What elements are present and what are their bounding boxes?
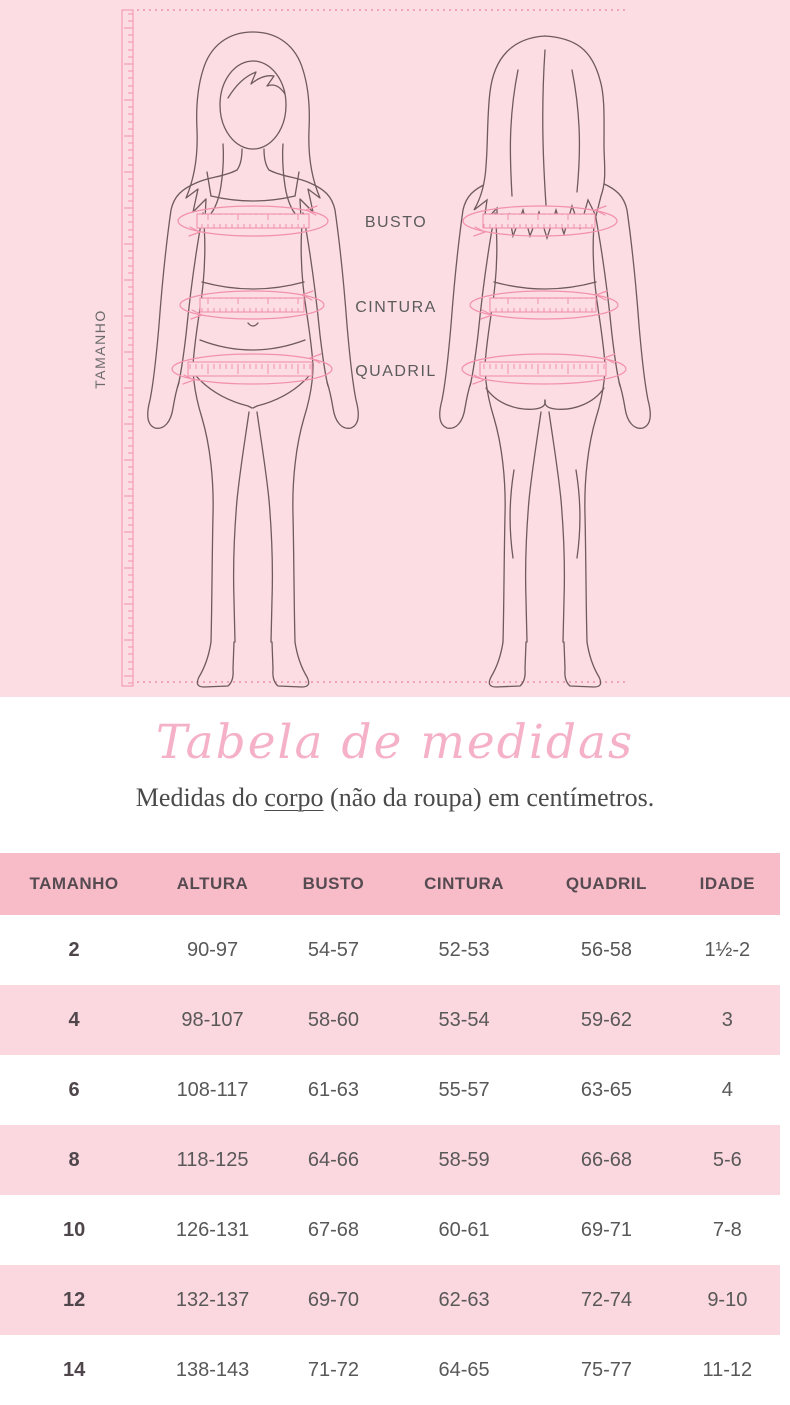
table-cell: 58-59	[390, 1125, 538, 1195]
waist-label: CINTURA	[355, 299, 437, 316]
table-cell: 6	[0, 1055, 148, 1125]
table-cell: 55-57	[390, 1055, 538, 1125]
table-cell: 8	[0, 1125, 148, 1195]
table-cell: 14	[0, 1335, 148, 1405]
table-cell: 64-66	[277, 1125, 390, 1195]
table-header-row	[0, 853, 780, 915]
table-row-size-10	[0, 1195, 780, 1265]
table-cell: 66-68	[538, 1125, 675, 1195]
ruler-label: TAMANHO	[92, 309, 108, 389]
table-cell: 69-70	[277, 1265, 390, 1335]
table-cell: 90-97	[148, 915, 277, 985]
size-chart-table	[0, 853, 780, 1405]
table-cell: 118-125	[148, 1125, 277, 1195]
measuring-tape-hip-front	[172, 354, 332, 384]
table-cell: 2	[0, 915, 148, 985]
table-cell: 53-54	[390, 985, 538, 1055]
column-header-busto: BUSTO	[277, 853, 390, 915]
table-cell: 98-107	[148, 985, 277, 1055]
subtitle-underlined-word: corpo	[264, 783, 324, 812]
table-cell: 12	[0, 1265, 148, 1335]
table-cell: 3	[675, 985, 780, 1055]
measuring-tape-waist-back	[470, 291, 618, 319]
subtitle-pre: Medidas do	[135, 783, 265, 812]
column-header-cintura: CINTURA	[390, 853, 538, 915]
table-cell: 11-12	[675, 1335, 780, 1405]
table-row-size-12	[0, 1265, 780, 1335]
table-cell: 60-61	[390, 1195, 538, 1265]
table-cell: 69-71	[538, 1195, 675, 1265]
table-cell: 132-137	[148, 1265, 277, 1335]
size-guide-illustration	[0, 0, 790, 697]
measuring-tape-bust-front	[178, 206, 328, 236]
column-header-quadril: QUADRIL	[538, 853, 675, 915]
table-cell: 108-117	[148, 1055, 277, 1125]
measuring-tape-waist-front	[180, 291, 324, 319]
table-cell: 5-6	[675, 1125, 780, 1195]
child-figure-front	[148, 32, 359, 687]
table-row-size-2	[0, 915, 780, 985]
column-header-tamanho: TAMANHO	[0, 853, 148, 915]
table-cell: 138-143	[148, 1335, 277, 1405]
hip-label: QUADRIL	[355, 363, 437, 380]
table-row-size-6	[0, 1055, 780, 1125]
table-cell: 56-58	[538, 915, 675, 985]
table-cell: 10	[0, 1195, 148, 1265]
table-cell: 9-10	[675, 1265, 780, 1335]
table-cell: 59-62	[538, 985, 675, 1055]
table-cell: 54-57	[277, 915, 390, 985]
table-cell: 75-77	[538, 1335, 675, 1405]
subtitle-post: (não da roupa) em centímetros.	[323, 783, 655, 812]
page-title: Tabela de medidas	[155, 715, 635, 770]
table-cell: 4	[0, 985, 148, 1055]
table-row-size-4	[0, 985, 780, 1055]
table-cell: 7-8	[675, 1195, 780, 1265]
subtitle	[0, 783, 790, 813]
table-row-size-8	[0, 1125, 780, 1195]
table-cell: 58-60	[277, 985, 390, 1055]
bust-label: BUSTO	[364, 214, 428, 231]
table-cell: 72-74	[538, 1265, 675, 1335]
table-cell: 62-63	[390, 1265, 538, 1335]
table-cell: 71-72	[277, 1335, 390, 1405]
table-cell: 126-131	[148, 1195, 277, 1265]
table-cell: 64-65	[390, 1335, 538, 1405]
column-header-idade: IDADE	[675, 853, 780, 915]
table-cell: 63-65	[538, 1055, 675, 1125]
table-cell: 1½-2	[675, 915, 780, 985]
table-cell: 61-63	[277, 1055, 390, 1125]
title-block	[0, 697, 790, 853]
table-cell: 67-68	[277, 1195, 390, 1265]
table-cell: 52-53	[390, 915, 538, 985]
measuring-tape-hip-back	[462, 354, 626, 384]
table-row-size-14	[0, 1335, 780, 1405]
table-cell: 4	[675, 1055, 780, 1125]
column-header-altura: ALTURA	[148, 853, 277, 915]
size-diagram	[0, 0, 790, 697]
height-ruler	[122, 10, 133, 686]
